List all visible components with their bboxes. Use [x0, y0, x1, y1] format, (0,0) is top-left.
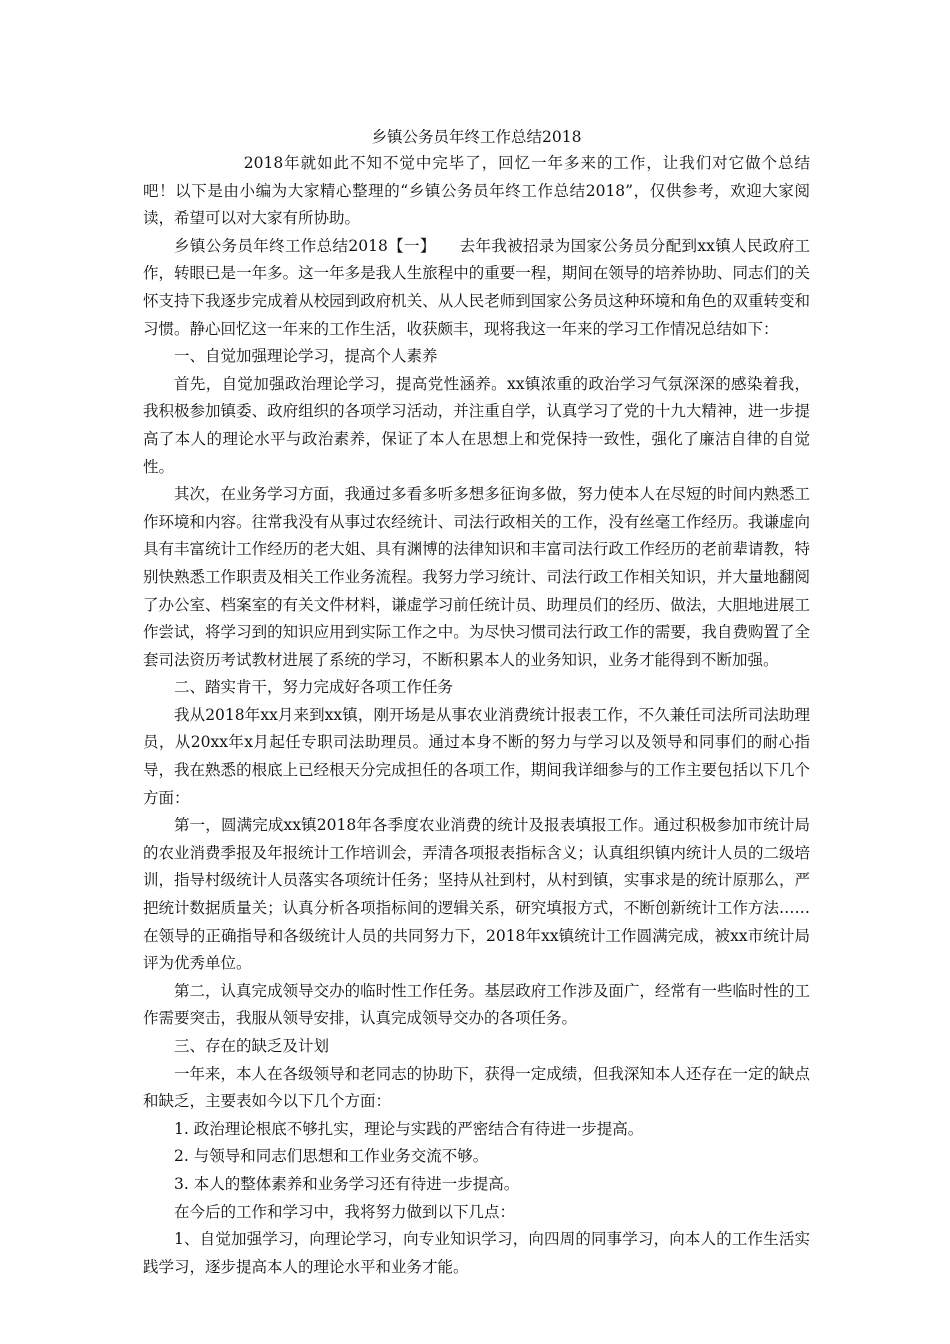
- list-item-2: 2. 与领导和同志们思想和工作业务交流不够。: [174, 1147, 489, 1166]
- paragraph-statistics-work: 第一，圆满完成xx镇2018年各季度农业消费的统计及报表填报工作。通过积极参加市统计局的农业消费季报及年报统计工作培训会，弄清各项报表指标含义；认真组织镇内统计人员的二级培训，指导村级统计人员落实各项统计任务；坚持从社到村，从村到镇，实事求是的统计原那么，严把统计数据质量关；认真分析各项指标间的逻辑关系，研究填报方式，不断创新统计工作方法……在领导的正确指导和各级统计人员的共同努力下，2018年xx镇统计工作圆满完成，被xx市统计局评为优秀单位。: [143, 816, 810, 973]
- paragraph-intro: 2018年就如此不知不觉中完毕了，回忆一年多来的工作，让我们对它做个总结吧！以下是由小编为大家精心整理的“乡镇公务员年终工作总结2018”，仅供参考，欢迎大家阅读，希望可以对大家有所协助。: [143, 154, 810, 228]
- document-page: [143, 124, 810, 1281]
- paragraph-future-intro: 在今后的工作和学习中，我将努力做到以下几点：: [174, 1202, 516, 1221]
- paragraph-business-study: 其次，在业务学习方面，我通过多看多听多想多征询多做，努力使本人在尽短的时间内熟悉工作环境和内容。往常我没有从事过农经统计、司法行政相关的工作，没有丝毫工作经历。我谦虚向具有丰富统计工作经历的老大姐、具有渊博的法律知识和丰富司法行政工作经历的老前辈请教，特别快熟悉工作职责及相关工作业务流程。我努力学习统计、司法行政工作相关知识，并大量地翻阅了办公室、档案室的有关文件材料，谦虚学习前任统计员、助理员们的经历、做法，大胆地进展工作尝试，将学习到的知识应用到实际工作之中。为尽快习惯司法行政工作的需要，我自费购置了全套司法资历考试教材进展了系统的学习，不断积累本人的业务知识，业务才能得到不断加强。: [143, 485, 810, 669]
- paragraph-work-history: 我从2018年xx月来到xx镇，刚开场是从事农业消费统计报表工作，不久兼任司法所司法助理员，从20xx年x月起任专职司法助理员。通过本身不断的努力与学习以及领导和同事们的耐心指导，我在熟悉的根底上已经根天分完成担任的各项工作，期间我详细参与的工作主要包括以下几个方面：: [143, 705, 810, 807]
- list-item-1: 1. 政治理论根底不够扎实，理论与实践的严密结合有待进一步提高。: [174, 1119, 644, 1138]
- document-title: 乡镇公务员年终工作总结2018: [371, 128, 582, 146]
- paragraph-temporary-tasks: 第二，认真完成领导交办的临时性工作任务。基层政府工作涉及面广，经常有一些临时性的工作需要突击，我服从领导安排，认真完成领导交办的各项任务。: [143, 981, 810, 1028]
- paragraph-future-point-1: 1、自觉加强学习，向理论学习，向专业知识学习，向四周的同事学习，向本人的工作生活实践学习，逐步提高本人的理论水平和业务才能。: [143, 1230, 810, 1276]
- heading-shortcomings: 三、存在的缺乏及计划: [174, 1037, 330, 1055]
- paragraph-shortcomings-intro: 一年来，本人在各级领导和老同志的协助下，获得一定成绩，但我深知本人还存在一定的缺点和缺乏，主要表如今以下几个方面：: [143, 1064, 810, 1111]
- heading-work-tasks: 二、踏实肯干，努力完成好各项工作任务: [174, 678, 454, 697]
- paragraph-section-one-header: 乡镇公务员年终工作总结2018【一】 去年我被招录为国家公务员分配到xx镇人民政府工作，转眼已是一年多。这一年多是我人生旅程中的重要一程，期间在领导的培养协助、同志们的关怀支持下我逐步完成着从校园到政府机关、从人民老师到国家公务员这种环境和角色的双重转变和习惯。静心回忆这一年来的工作生活，收获颇丰，现将我这一年来的学习工作情况总结如下：: [143, 236, 810, 338]
- list-item-3: 3. 本人的整体素养和业务学习还有待进一步提高。: [174, 1174, 520, 1193]
- heading-theory-study: 一、自觉加强理论学习，提高个人素养: [174, 347, 438, 366]
- paragraph-political-study: 首先，自觉加强政治理论学习，提高党性涵养。xx镇浓重的政治学习气氛深深的感染着我，我积极参加镇委、政府组织的各项学习活动，并注重自学，认真学习了党的十九大精神，进一步提高了本人的理论水平与政治素养，保证了本人在思想上和党保持一致性，强化了廉洁自律的自觉性。: [143, 374, 810, 476]
